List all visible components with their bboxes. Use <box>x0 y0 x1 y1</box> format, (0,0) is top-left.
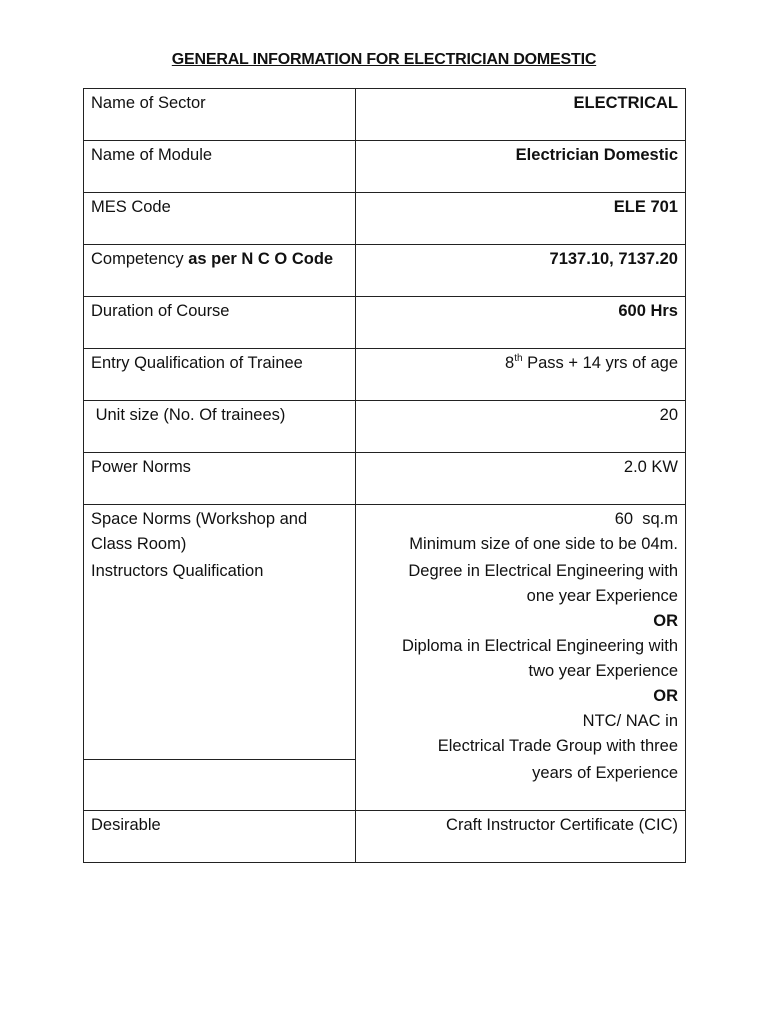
empty-cell <box>84 759 356 810</box>
space-label: Space Norms (Workshop and Class Room) <box>84 505 356 558</box>
table-row-mes-code <box>84 193 686 245</box>
instructors-or-2: OR <box>653 687 678 705</box>
unit-size-label: Unit size (No. Of trainees) <box>84 401 356 453</box>
table-row-instructors-continued <box>84 759 686 810</box>
table-row-competency <box>84 245 686 297</box>
table-row-sector <box>84 89 686 141</box>
instructors-line-3: Diploma in Electrical Engineering with <box>401 637 678 655</box>
space-value-area: 60 sq.m <box>614 510 678 528</box>
desirable-label: Desirable <box>84 810 356 862</box>
page-title: GENERAL INFORMATION FOR ELECTRICIAN DOMESTIC <box>171 51 597 68</box>
entry-value-superscript: th <box>514 353 523 364</box>
table-row-space-norms <box>84 505 686 558</box>
power-label: Power Norms <box>84 453 356 505</box>
instructors-line-4: two year Experience <box>528 662 678 680</box>
instructors-label: Instructors Qualification <box>84 557 356 759</box>
instructors-line-6: Electrical Trade Group with three <box>437 737 678 755</box>
sector-value: ELECTRICAL <box>356 89 686 141</box>
instructors-value <box>356 557 686 759</box>
table-row-power-norms <box>84 453 686 505</box>
entry-value-rest: Pass + 14 yrs of age <box>522 354 678 372</box>
space-value <box>356 505 686 558</box>
duration-label: Duration of Course <box>84 297 356 349</box>
module-value: Electrician Domestic <box>356 141 686 193</box>
module-label: Name of Module <box>84 141 356 193</box>
competency-value: 7137.10, 7137.20 <box>356 245 686 297</box>
entry-label: Entry Qualification of Trainee <box>84 349 356 401</box>
instructors-line-5: NTC/ NAC in <box>582 712 678 730</box>
space-value-minimum: Minimum size of one side to be 04m. <box>409 535 678 553</box>
mes-code-value: ELE 701 <box>356 193 686 245</box>
competency-label-plain: Competency <box>91 250 189 268</box>
sector-label: Name of Sector <box>84 89 356 141</box>
instructors-line-2: one year Experience <box>526 587 678 605</box>
competency-label-bold: as per N C O Code <box>188 250 334 268</box>
competency-label <box>84 245 356 297</box>
table-row-entry-qualification <box>84 349 686 401</box>
instructors-line-7: years of Experience <box>356 759 686 810</box>
unit-size-value: 20 <box>356 401 686 453</box>
instructors-line-1: Degree in Electrical Engineering with <box>408 562 678 580</box>
table-row-duration <box>84 297 686 349</box>
entry-value <box>356 349 686 401</box>
power-value: 2.0 KW <box>356 453 686 505</box>
table-row-unit-size <box>84 401 686 453</box>
instructors-or-1: OR <box>653 612 678 630</box>
mes-code-label: MES Code <box>84 193 356 245</box>
desirable-value: Craft Instructor Certificate (CIC) <box>356 810 686 862</box>
duration-value: 600 Hrs <box>356 297 686 349</box>
table-row-module <box>84 141 686 193</box>
table-row-desirable <box>84 810 686 862</box>
entry-value-number: 8 <box>505 354 515 372</box>
general-info-table <box>83 88 686 863</box>
table-row-instructors-qualification <box>84 557 686 759</box>
